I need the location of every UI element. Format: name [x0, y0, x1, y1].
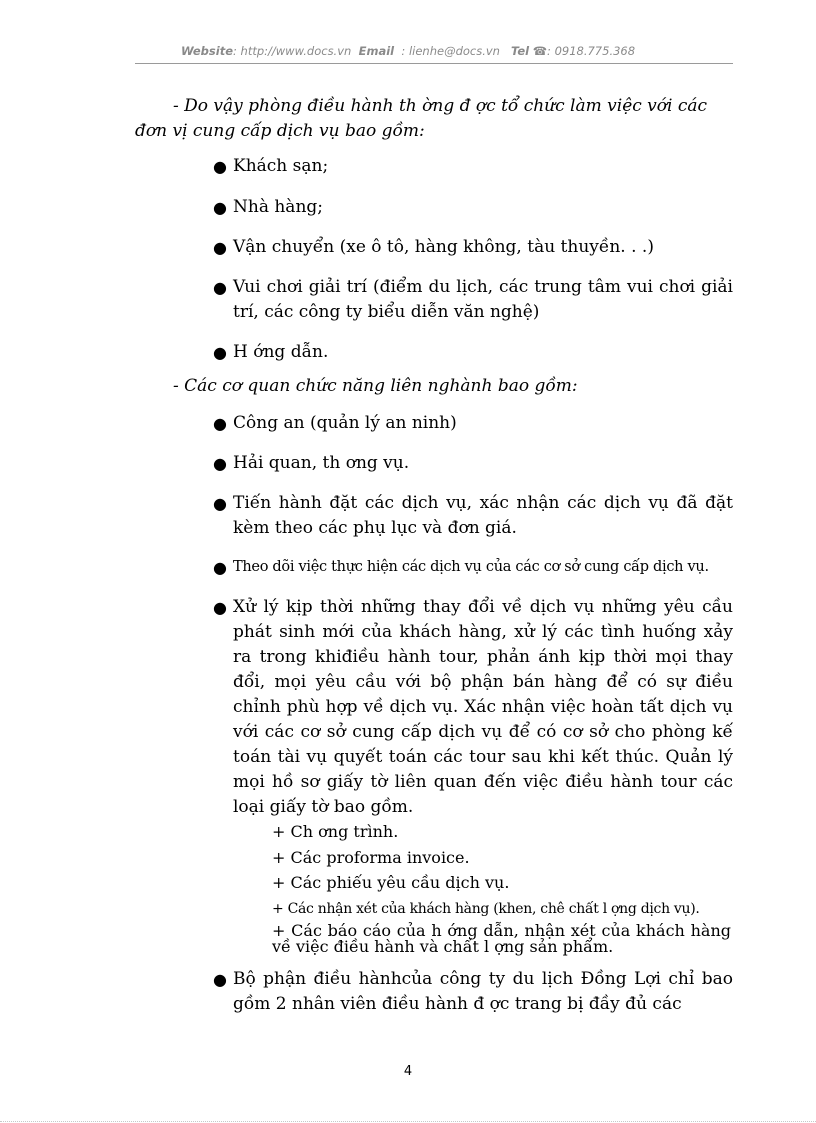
list-item	[213, 967, 733, 1017]
tel-value: ☎: 0918.775.368	[532, 44, 636, 58]
list-item-text: Theo dõi việc thực hiện các dịch vụ của các cơ sở cung cấp dịch vụ.	[233, 559, 709, 575]
list-item-text: Vận chuyển (xe ô tô, hàng không, tàu thuyền. . .)	[233, 237, 654, 257]
intro-paragraph	[135, 94, 731, 144]
email-value: : lienhe@docs.vn	[401, 44, 500, 58]
list-item-text: Bộ phận điều hànhcủa công ty du lịch Đồng Lợi chỉ bao gồm 2 nhân viên điều hành đ ợc trang bị đầy đủ các	[233, 969, 733, 1014]
document-item: + Ch ơng trình.	[272, 822, 399, 841]
page-number: 4	[403, 1064, 413, 1079]
bullet-icon: ●	[213, 414, 227, 433]
list-item-text: Hải quan, th ơng vụ.	[233, 453, 410, 473]
intro-line-2: đơn vị cung cấp dịch vụ bao gồm:	[135, 121, 425, 141]
website-value: : http://www.docs.vn	[233, 44, 352, 58]
list-item	[213, 595, 733, 820]
bullet-icon: ●	[213, 238, 227, 257]
bullet-icon: ●	[213, 454, 227, 473]
document-item-text: + Các báo cáo của h ớng dẫn, nhận xét của khách hàng về việc điều hành và chất l ợng sản phẩm.	[272, 921, 731, 956]
bullet-icon: ●	[213, 343, 227, 362]
page-bottom-border	[0, 1121, 816, 1122]
list-item	[213, 555, 733, 580]
document-item: + Các proforma invoice.	[272, 848, 470, 867]
page-header	[0, 44, 816, 58]
list-item	[213, 451, 733, 476]
document-item-wrapped	[233, 923, 731, 955]
list-item	[213, 491, 733, 541]
header-divider	[135, 63, 733, 64]
tel-label: Tel	[510, 44, 530, 58]
list-item-text: Xử lý kịp thời những thay đổi về dịch vụ những yêu cầu phát sinh mới của khách hàng, xử lý các tình huống xảy ra trong khiđiều hành tour, phản ánh kịp thời mọi thay đổi, mọi yêu cầu với bộ phận bán hàng để có sự điều chỉnh phù hợp về dịch vụ. Xác nhận việc hoàn tất dịch vụ với các cơ sở cung cấp dịch vụ để có cơ sở cho phòng kế toán tài vụ quyết toán các tour sau khi kết thúc. Quản lý mọi hồ sơ giấy tờ liên quan đến việc điều hành tour các loại giấy tờ bao gồm.	[233, 597, 733, 817]
website-label: Website	[180, 44, 234, 58]
document-item: + Các phiếu yêu cầu dịch vụ.	[272, 873, 510, 892]
list-item	[213, 195, 733, 220]
intro-line-1: - Do vậy phòng điều hành th ờng đ ợc tổ chức làm việc với các	[173, 96, 708, 116]
bullet-icon: ●	[213, 198, 227, 217]
list-item-text: Vui chơi giải trí (điểm du lịch, các trung tâm vui chơi giải trí, các công ty biểu diễn văn nghệ)	[233, 277, 733, 322]
list-item-text: Khách sạn;	[233, 156, 329, 176]
bullet-icon: ●	[213, 558, 227, 577]
list-item	[213, 275, 733, 325]
list-item-text: Tiến hành đặt các dịch vụ, xác nhận các dịch vụ đã đặt kèm theo các phụ lục và đơn giá.	[233, 493, 733, 538]
list-item	[213, 235, 733, 260]
bullet-icon: ●	[213, 157, 227, 176]
list-item-text: H ớng dẫn.	[233, 342, 329, 362]
list-item	[213, 154, 733, 179]
list-item-text: Nhà hàng;	[233, 197, 324, 217]
list-item	[213, 411, 733, 436]
bullet-icon: ●	[213, 598, 227, 617]
document-item: + Các nhận xét của khách hàng (khen, chê chất l ợng dịch vụ).	[272, 901, 700, 917]
list-item-text: Công an (quản lý an ninh)	[233, 413, 457, 433]
list-item	[213, 340, 733, 365]
email-label: Email	[358, 44, 395, 58]
bullet-icon: ●	[213, 970, 227, 989]
agencies-heading: - Các cơ quan chức năng liên nghành bao gồm:	[173, 376, 578, 396]
bullet-icon: ●	[213, 278, 227, 297]
bullet-icon: ●	[213, 494, 227, 513]
